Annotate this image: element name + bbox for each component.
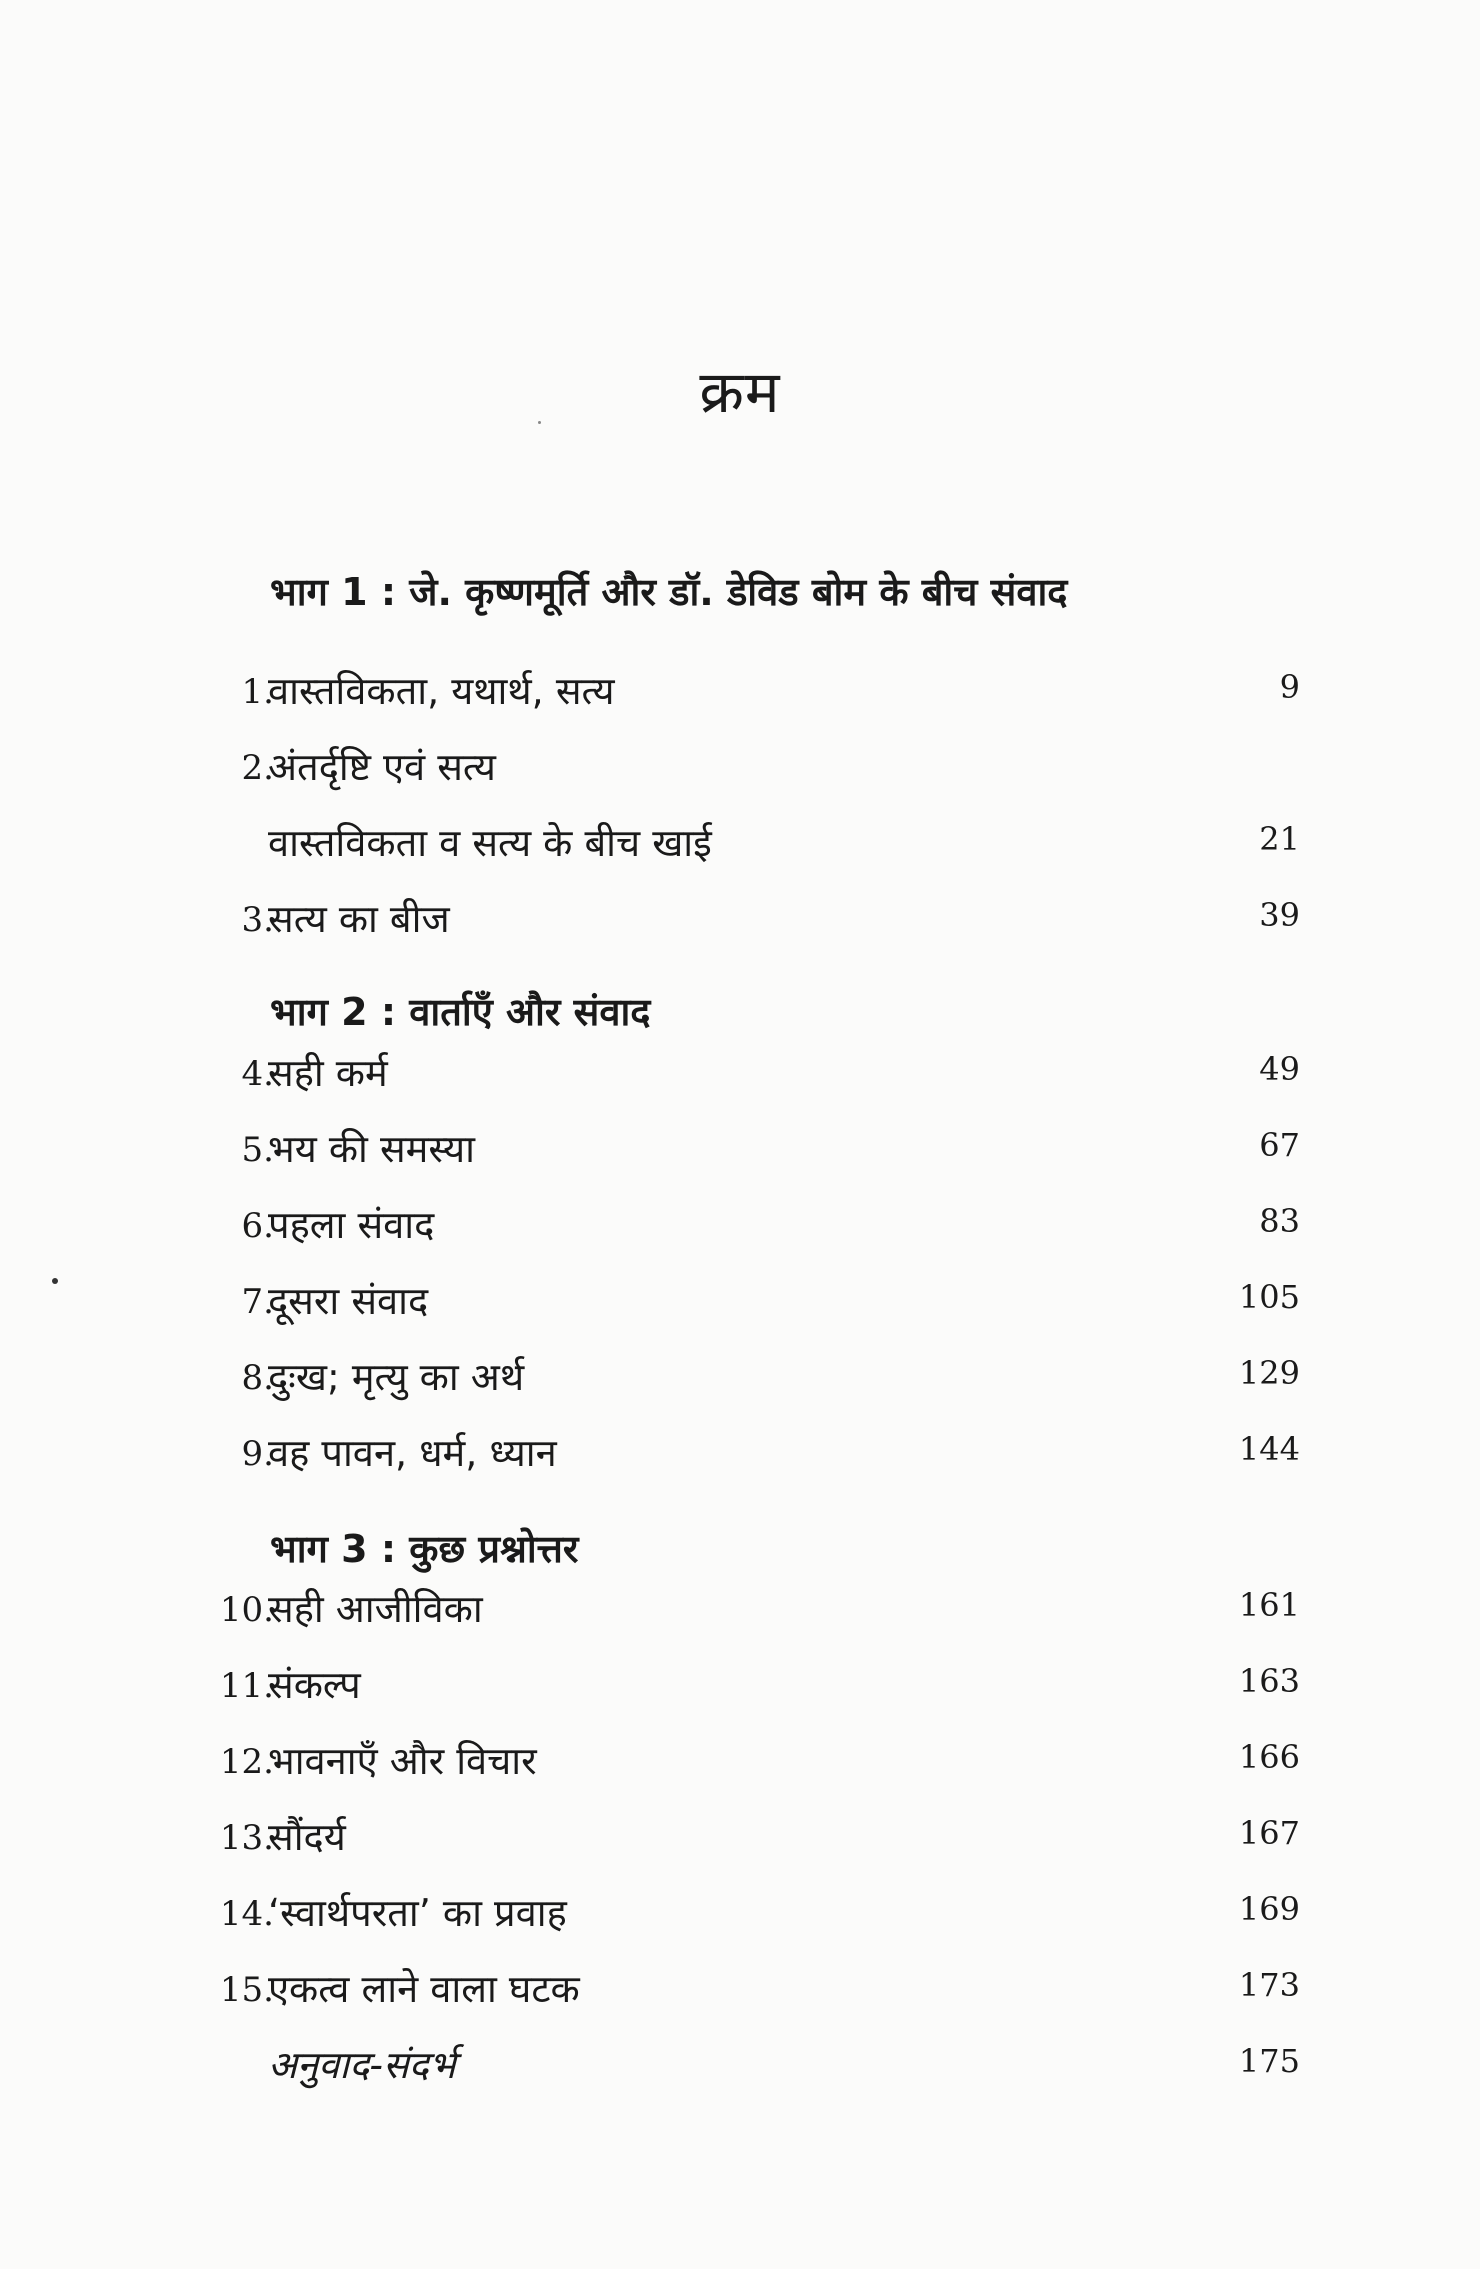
toc-entry[interactable] (0, 1958, 1480, 2018)
part-2-heading: भाग 2 : वार्ताएँ और संवाद (270, 990, 651, 1034)
entry-title: वास्तविकता, यथार्थ, सत्य (268, 669, 615, 713)
part-3-heading: भाग 3 : कुछ प्रश्नोत्तर (270, 1527, 579, 1571)
toc-entry[interactable] (0, 736, 1480, 796)
entry-number: 15. (219, 1970, 274, 2010)
entry-page-number: 175 (1238, 2042, 1300, 2080)
entry-title: सत्य का बीज (268, 897, 450, 941)
entry-title: सौंदर्य (268, 1815, 346, 1859)
toc-entry[interactable] (0, 812, 1480, 872)
entry-title: वह पावन, धर्म, ध्यान (268, 1431, 557, 1475)
entry-number: 13. (219, 1818, 274, 1858)
entry-page-number: 144 (1238, 1430, 1300, 1468)
entry-number: 3. (241, 900, 274, 940)
entry-title: ‘स्वार्थपरता’ का प्रवाह (268, 1891, 567, 1935)
toc-entry[interactable] (0, 660, 1480, 720)
page-title: क्रम (699, 358, 781, 426)
entry-page-number: 161 (1238, 1586, 1300, 1624)
entry-page-number: 49 (1259, 1050, 1300, 1088)
entry-number: 6. (241, 1206, 274, 1246)
entry-title: वास्तविकता व सत्य के बीच खाई (268, 821, 712, 865)
toc-entry[interactable] (0, 1730, 1480, 1790)
entry-number: 8. (241, 1358, 274, 1398)
part-1-heading: भाग 1 : जे. कृष्णमूर्ति और डॉ. डेविड बोम के बीच संवाद (270, 570, 1068, 614)
entry-page-number: 163 (1238, 1662, 1300, 1700)
toc-entry[interactable] (0, 2034, 1480, 2094)
entry-title: सही कर्म (268, 1051, 388, 1095)
entry-page-number: 9 (1279, 668, 1300, 706)
toc-entry[interactable] (0, 1806, 1480, 1866)
entry-number: 2. (241, 748, 274, 788)
entry-page-number: 105 (1238, 1278, 1300, 1316)
entry-title: संकल्प (268, 1663, 361, 1707)
toc-entry[interactable] (0, 888, 1480, 948)
entry-title: पहला संवाद (268, 1203, 435, 1247)
entry-title: दूसरा संवाद (268, 1279, 429, 1323)
entry-number: 1. (241, 672, 274, 712)
toc-entry[interactable] (0, 1422, 1480, 1482)
entry-number: 10. (219, 1590, 274, 1630)
entry-page-number: 67 (1259, 1126, 1300, 1164)
entry-page-number: 169 (1238, 1890, 1300, 1928)
entry-number: 7. (241, 1282, 274, 1322)
entry-number: 4. (241, 1054, 274, 1094)
toc-entry[interactable] (0, 1042, 1480, 1102)
toc-entry[interactable] (0, 1270, 1480, 1330)
entry-page-number: 173 (1238, 1966, 1300, 2004)
entry-number: 11. (219, 1666, 274, 1706)
toc-entry[interactable] (0, 1194, 1480, 1254)
entry-title: दुःख; मृत्यु का अर्थ (268, 1355, 525, 1399)
entry-page-number: 166 (1238, 1738, 1300, 1776)
entry-page-number: 83 (1259, 1202, 1300, 1240)
entry-page-number: 167 (1238, 1814, 1300, 1852)
toc-entry[interactable] (0, 1118, 1480, 1178)
entry-title: एकत्व लाने वाला घटक (268, 1967, 580, 2011)
entry-title: भय की समस्या (268, 1127, 476, 1171)
entry-number: 9. (241, 1434, 274, 1474)
toc-entry[interactable] (0, 1578, 1480, 1638)
toc-entry[interactable] (0, 1882, 1480, 1942)
entry-title: अनुवाद-संदर्भ (268, 2043, 456, 2087)
entry-number: 5. (241, 1130, 274, 1170)
entry-title: भावनाएँ और विचार (268, 1739, 537, 1783)
scan-speck (538, 421, 541, 424)
entry-page-number: 21 (1259, 820, 1300, 858)
entry-page-number: 39 (1259, 896, 1300, 934)
entry-title: सही आजीविका (268, 1587, 483, 1631)
scan-speck (52, 1278, 58, 1284)
toc-entry[interactable] (0, 1654, 1480, 1714)
toc-entry[interactable] (0, 1346, 1480, 1406)
entry-number: 12. (219, 1742, 274, 1782)
entry-number: 14. (219, 1894, 274, 1934)
entry-page-number: 129 (1238, 1354, 1300, 1392)
entry-title: अंतर्दृष्टि एवं सत्य (268, 745, 496, 789)
